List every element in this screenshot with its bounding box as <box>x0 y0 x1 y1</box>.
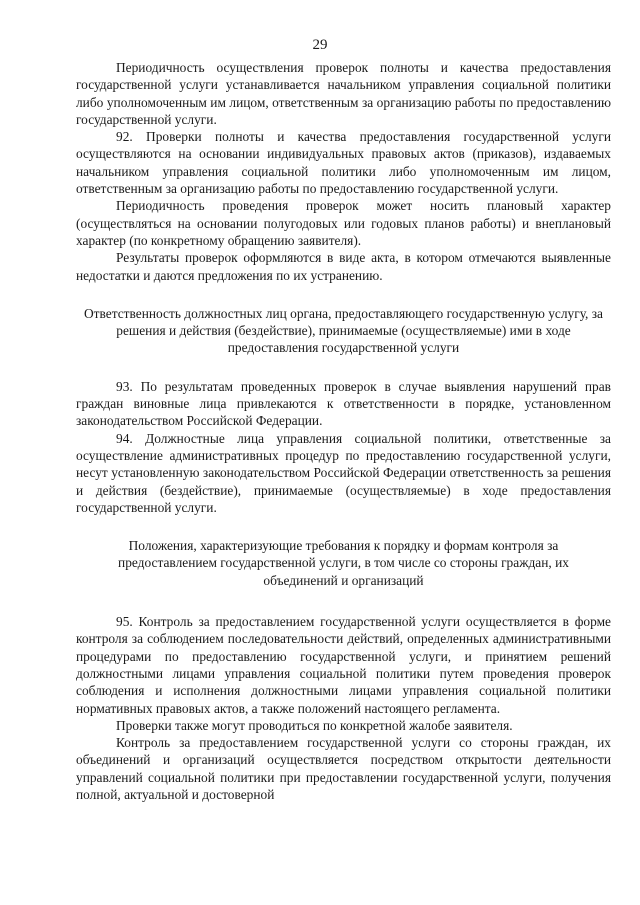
paragraph-inspection-frequency: Периодичность осуществления проверок полноты и качества предоставления государственной услуги устанавливается начальником управления социальной политики либо уполномоченным им лицом, ответственным за организацию работы по предоставлению государственной услуги. <box>76 60 611 127</box>
paragraph-95: 95. Контроль за предоставлением государственной услуги осуществляется в форме контроля за соблюдением последовательности действий, определенных административными процедурами по предоставлению государственной услуги, и принятием решений должностными лицами управления социальной политики путем проведения проверок соблюдения и исполнения должностными лицами управления социальной политики нормативных правовых актов, а также положений настоящего регламента. <box>76 614 611 716</box>
section-heading-responsibility: Ответственность должностных лиц органа, предоставляющего государственную услугу, за решения и действия (бездействие), принимаемые (осуществляемые) ими в ходе предоставления государственной услуги <box>83 305 603 356</box>
section-heading-control: Положения, характеризующие требования к порядку и формам контроля за предоставлением государственной услуги, в том числе со стороны граждан, их объединений и организаций <box>118 538 569 588</box>
page-number: 29 <box>312 37 328 53</box>
paragraph-inspection-results: Результаты проверок оформляются в виде акта, в котором отмечаются выявленные недостатки и даются предложения по их устранению. <box>76 250 611 283</box>
paragraph-93: 93. По результатам проведенных проверок в случае выявления нарушений прав граждан виновные лица привлекаются к ответственности в порядке, установленном законодательством Российской Федерации. <box>76 378 611 429</box>
paragraph-public-control: Контроль за предоставлением государственной услуги со стороны граждан, их объединений и организаций осуществляется посредством открытости деятельности управлений социальной политики при предоставлении государственной услуги, получения полной, актуальной и достоверной <box>76 735 611 802</box>
document-body <box>76 59 611 803</box>
paragraph-inspection-character: Периодичность проведения проверок может носить плановый характер (осуществляться на основании полугодовых или годовых планов работы) и внеплановый характер (по конкретному обращению заявителя). <box>76 198 611 248</box>
paragraph-94: 94. Должностные лица управления социальной политики, ответственные за осуществление административных процедур по предоставлению государственной услуги, несут установленную законодательством Российской Федерации ответственность за решения и действия (бездействие), принимаемые (осуществляемые) в ходе предоставления государственной услуги. <box>76 430 611 515</box>
paragraph-complaint-checks: Проверки также могут проводиться по конкретной жалобе заявителя. <box>116 717 513 733</box>
paragraph-92: 92. Проверки полноты и качества предоставления государственной услуги осуществляются на основании индивидуальных правовых актов (приказов), издаваемых начальником управления социальной политики либо уполномоченным им лицом, ответственным за организацию работы по предоставлению государственной услуги. <box>76 129 611 197</box>
